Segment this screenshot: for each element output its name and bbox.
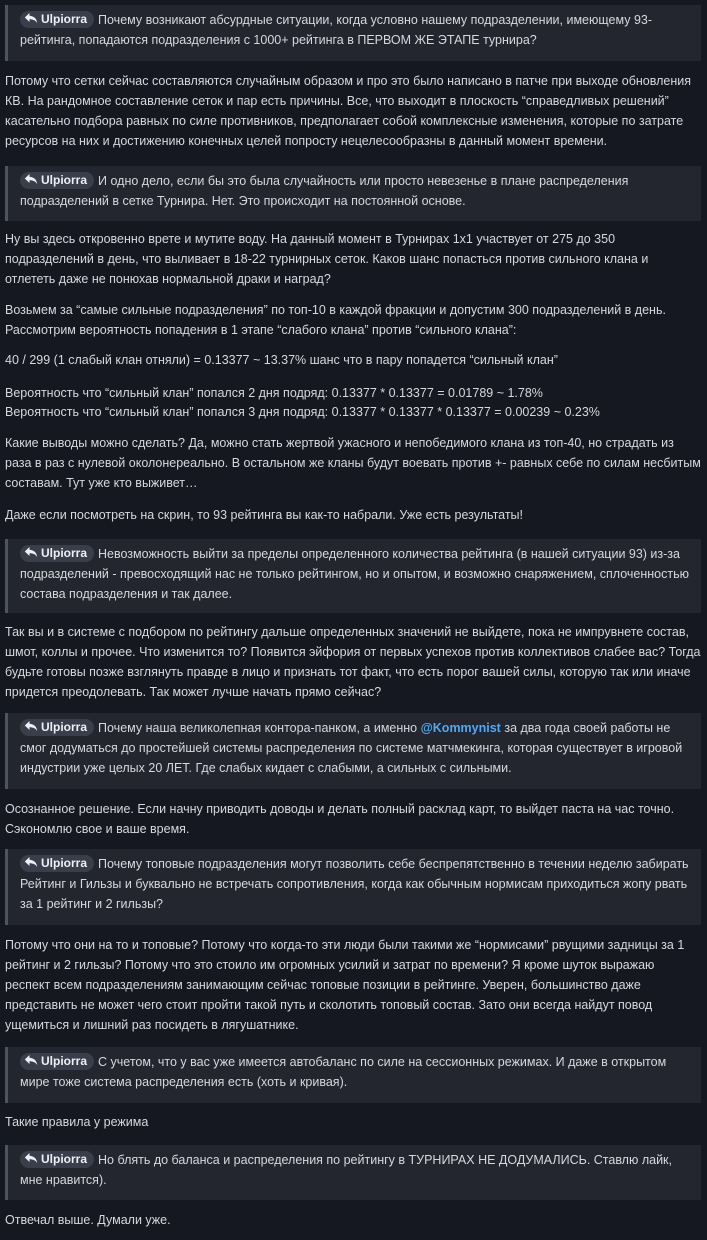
quote-body-start: Почему наша великолепная контора-панком, а именно bbox=[98, 721, 421, 735]
quote-text bbox=[20, 854, 691, 914]
reply-paragraph: Даже если посмотреть на скрин, то 93 рейтинга вы как-то набрали. Уже есть результаты! bbox=[5, 508, 524, 522]
reply-paragraph: Отвечал выше. Думали уже. bbox=[5, 1213, 171, 1227]
reply-arrow-icon bbox=[24, 546, 38, 558]
quote-author-link[interactable] bbox=[20, 719, 94, 736]
quote-author-name: Ulpiorra bbox=[41, 12, 88, 26]
reply-paragraph: Вероятность что “сильный клан” попался 3 дня подряд: 0.13377 * 0.13377 * 0.13377 = 0.00239 ~ 0.23% bbox=[5, 405, 600, 419]
reply-arrow-icon bbox=[24, 1152, 38, 1164]
quote-author-link[interactable] bbox=[20, 1151, 94, 1168]
reply-arrow-icon bbox=[24, 173, 38, 185]
quote-text bbox=[20, 1052, 691, 1092]
quote-body: Почему возникают абсурдные ситуации, когда условно нашему подразделении, имеющему 93-рейтинга, попадаются подразделения с 1000+ рейтинга в ПЕРВОМ ЖЕ ЭТАПЕ турнира? bbox=[20, 13, 653, 47]
quote-text bbox=[20, 1150, 691, 1190]
reply-paragraph: Так вы и в системе с подбором по рейтингу дальше определенных значений не выйдете, пока не импрувнете состав, шмот, коллы и прочее. Что изменится то? Появится эйфория от первых успехов против коллективов слабее вас? Тогда будьте готовы позже взглянуть правде в лицо и признать тот факт, что есть порог вашей силы, которую так или иначе придется преодолевать. Так может лучше начать прямо сейчас? bbox=[5, 625, 701, 699]
reply-paragraph: Осознанное решение. Если начну приводить доводы и делать полный расклад карт, то выйдет паста на час точно. Сэкономлю свое и ваше время. bbox=[5, 802, 675, 836]
quote-body: Почему топовые подразделения могут позволить себе беспрепятственно в течении неделю забирать Рейтинг и Гильзы и буквально не встречать сопротивления, когда как обычным нормисам приходиться жопу рвать за 1 рейтинг и 2 гильзы? bbox=[20, 857, 689, 911]
quote-block bbox=[5, 713, 701, 789]
quote-author-link[interactable] bbox=[20, 1053, 94, 1070]
quote-text bbox=[20, 718, 691, 778]
quote-author-name: Ulpiorra bbox=[41, 856, 88, 870]
reply-arrow-icon bbox=[24, 720, 38, 732]
quote-body: И одно дело, если бы это была случайность или просто невезенье в плане распределения подразделений в сетке Турнира. Нет. Это происходит на постоянной основе. bbox=[20, 174, 629, 208]
reply-paragraph: Вероятность что “сильный клан” попался 2 дня подряд: 0.13377 * 0.13377 = 0.01789 ~ 1.78% bbox=[5, 386, 543, 400]
reply-paragraph: 40 / 299 (1 слабый клан отняли) = 0.13377 ~ 13.37% шанс что в пару попадется “сильный клан” bbox=[5, 353, 558, 367]
reply-paragraph: Потому что сетки сейчас составляются случайным образом и про это было написано в патче при выходе обновления КВ. На рандомное составление сеток и пар есть причины. Все, что выходит в плоскость “справедливых решений” касательно подбора равных по силе противников, предполагает собой комплексные изменения, которые по затрате ресурсов на них и достижению конечных целей попросту нецелесообразны в данный момент времени. bbox=[5, 74, 691, 148]
quote-author-link[interactable] bbox=[20, 11, 94, 28]
quote-block bbox=[5, 1145, 701, 1200]
reply-paragraph: Ну вы здесь откровенно врете и мутите воду. На данный момент в Турнирах 1х1 участвует от 275 до 350 подразделений в день, что выливает в 18-22 турнирных сеток. Каков шанс попасться против сильного клана и отлететь даже не понюхав нормальной драки и наград? bbox=[5, 232, 649, 286]
quote-author-name: Ulpiorra bbox=[41, 1054, 88, 1068]
reply-paragraph: Такие правила у режима bbox=[5, 1115, 149, 1129]
quote-author-name: Ulpiorra bbox=[41, 720, 88, 734]
quote-author-name: Ulpiorra bbox=[41, 546, 88, 560]
quote-author-link[interactable] bbox=[20, 545, 94, 562]
quote-block bbox=[5, 539, 701, 613]
reply-arrow-icon bbox=[24, 1054, 38, 1066]
quote-author-link[interactable] bbox=[20, 855, 94, 872]
quote-body-end: за два года своей работы не смог додуматься до простейшей системы распределения по системе матчмекинга, которая существует в игровой индустрии уже целых 20 ЛЕТ. Где слабых кидает с слабыми, а сильных с сильными. bbox=[20, 721, 683, 775]
quote-block bbox=[5, 849, 701, 925]
quote-text bbox=[20, 544, 691, 604]
quote-block bbox=[5, 166, 701, 221]
quote-text bbox=[20, 171, 691, 211]
reply-paragraph: Потому что они на то и топовые? Потому что когда-то эти люди были такими же “нормисами” рвущими задницы за 1 рейтинг и 2 гильзы? Потому что это стоило им огромных усилий и затрат по времени? Я кроме шуток выражаю респект всем подразделениям занимающим сейчас топовые позиции в рейтинге. Уверен, большинство даже представить не может чего стоит пройти такой путь и сколотить топовый состав. Зато они всегда найдут повод ущемиться и лишний раз посидеть в лягушатнике. bbox=[5, 938, 685, 1032]
quote-body: Невозможность выйти за пределы определенного количества рейтинга (в нашей ситуации 93) из-за подразделений - превосходящий нас не только рейтингом, но и опытом, и возможно снаряжением, сплоченностью состава подразделения и так далее. bbox=[20, 547, 689, 601]
reply-paragraph: Возьмем за “самые сильные подразделения” по топ-10 в каждой фракции и допустим 300 подразделений в день. Рассмотрим вероятность попадения в 1 этапе “слабого клана” против “сильного клана”: bbox=[5, 303, 666, 337]
quote-body: Но блять до баланса и распределения по рейтингу в ТУРНИРАХ НЕ ДОДУМАЛИСЬ. Ставлю лайк, мне нравится). bbox=[20, 1153, 672, 1187]
quote-author-link[interactable] bbox=[20, 172, 94, 189]
reply-arrow-icon bbox=[24, 856, 38, 868]
user-mention-link[interactable]: @Kommynist bbox=[420, 721, 501, 735]
reply-arrow-icon bbox=[24, 12, 38, 24]
quote-block bbox=[5, 5, 701, 61]
quote-author-name: Ulpiorra bbox=[41, 1152, 88, 1166]
quote-block bbox=[5, 1047, 701, 1103]
quote-author-name: Ulpiorra bbox=[41, 173, 88, 187]
quote-body: С учетом, что у вас уже имеется автобаланс по силе на сессионных режимах. И даже в открытом мире тоже система распределения есть (хоть и кривая). bbox=[20, 1055, 667, 1089]
reply-paragraph: Какие выводы можно сделать? Да, можно стать жертвой ужасного и непобедимого клана из топ-40, но страдать из раза в раз с нулевой околонереально. В остальном же кланы будут воевать против +- равных себе по силам несбитым составам. Тут уже кто выживет… bbox=[5, 436, 701, 490]
quote-text bbox=[20, 10, 691, 50]
